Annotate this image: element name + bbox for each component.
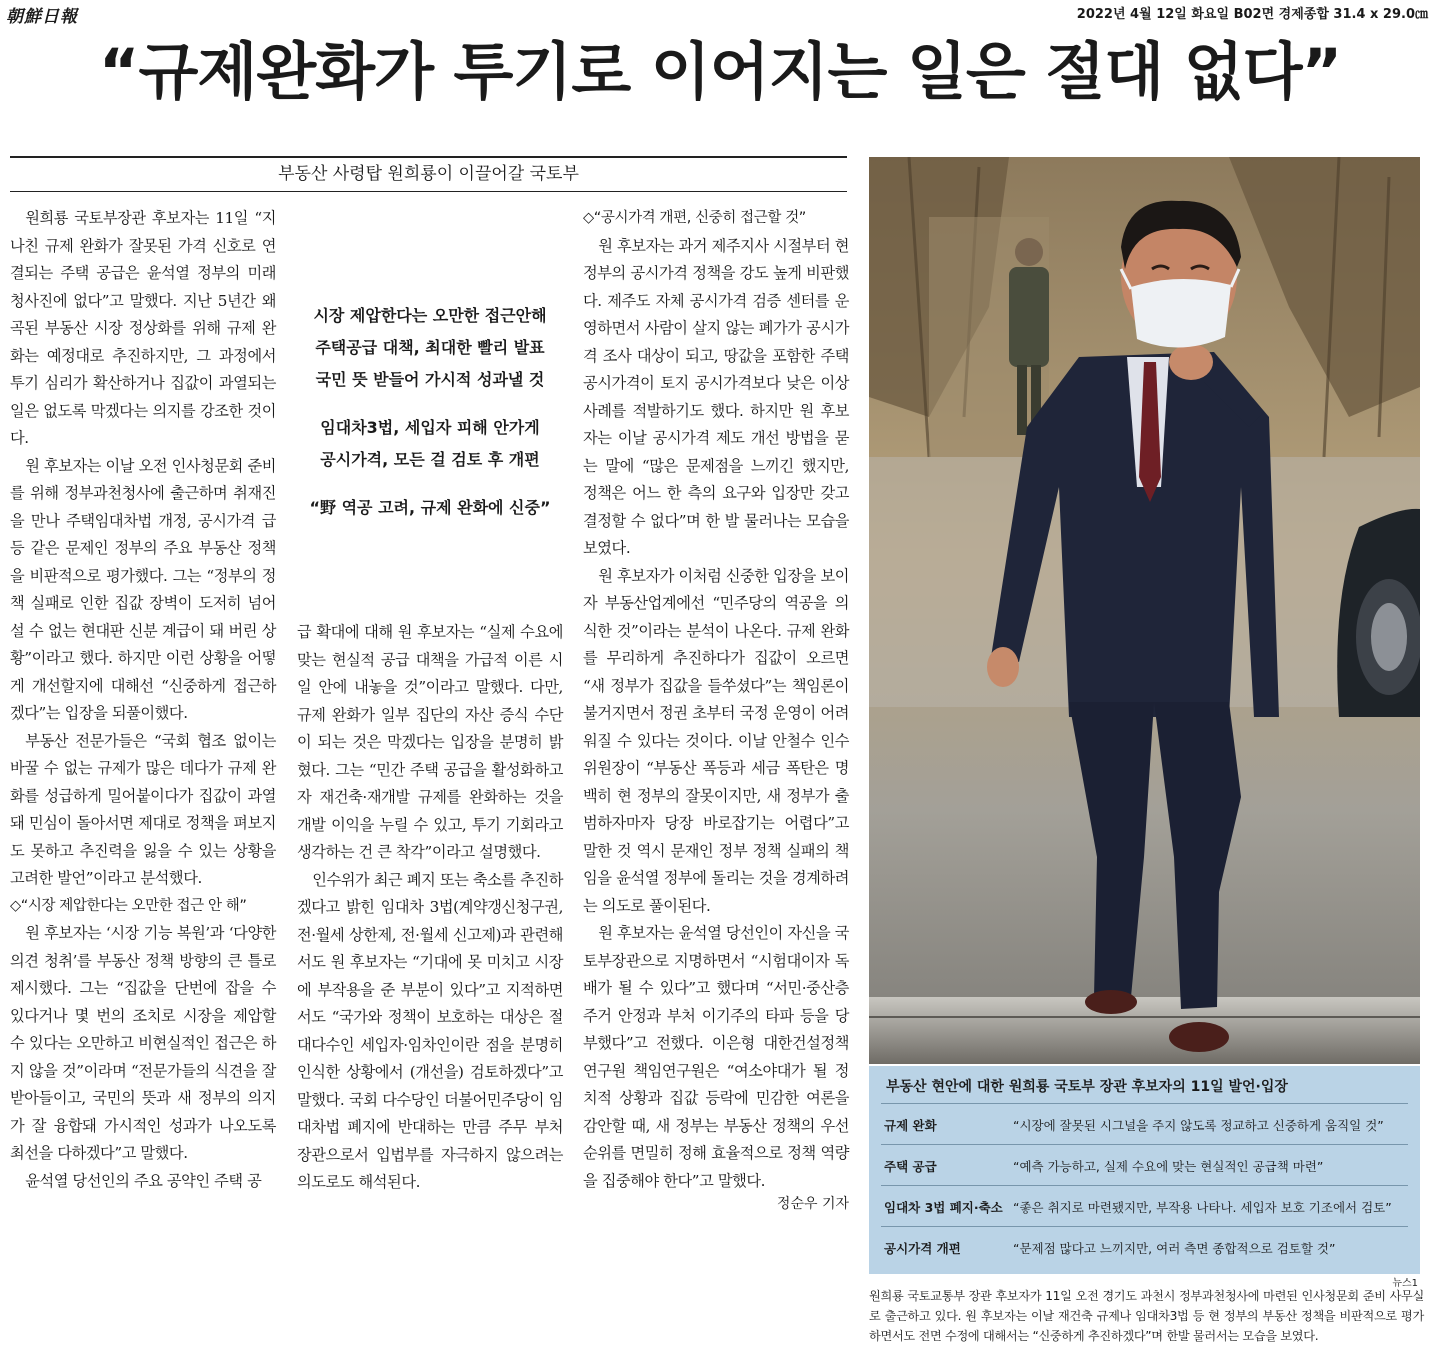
pull-quote-box bbox=[297, 300, 563, 524]
pull-quote-line: “野 역공 고려, 규제 완화에 신중” bbox=[309, 498, 551, 517]
pull-quote-line: 주택공급 대책, 최대한 빨리 발표 bbox=[315, 338, 545, 357]
summary-row-label: 임대차 3법 폐지·축소 bbox=[884, 1200, 1003, 1215]
summary-row-label: 주택 공급 bbox=[884, 1159, 937, 1174]
page-dateline: 2022년 4월 12일 화요일 B02면 경제종합 31.4 x 29.0㎝ bbox=[1076, 7, 1428, 22]
pull-quote-line: 공시가격, 모든 걸 검토 후 개편 bbox=[320, 450, 540, 469]
summary-row bbox=[881, 1226, 1408, 1267]
article-column-3 bbox=[583, 205, 849, 1195]
article-column-1 bbox=[10, 205, 276, 1195]
paragraph: 원 후보자는 윤석열 당선인이 자신을 국토부장관으로 지명하면서 “시험대이자 독배가 될 수 있다”고 했다며 “서민·중산층 주거 안정과 부처 이기주의 타파 등을 당부했다”고 전했다. 이은형 대한건설정책연구원 책임연구원은 “여소야대가 될 정치적 상황과 집값 등락에 민감한 여론을 감안할 때, 새 정부는 부동산 정책의 우선순위를 면밀히 정해 효율적으로 정책 역량을 집중해야 한다”고 말했다. bbox=[583, 924, 849, 1190]
section-subheading: ◇“시장 제압한다는 오만한 접근 안 해” bbox=[10, 897, 247, 914]
summary-row bbox=[881, 1103, 1408, 1144]
paragraph: 원 후보자가 이처럼 신중한 입장을 보이자 부동산업계에선 “민주당의 역공을 의식한 것”이라는 분석이 나온다. 규제 완화를 무리하게 추진하다가 집값이 오르면 “새 정부가 집값을 들쑤셨다”는 책임론이 불거지면서 정권 초부터 국정 운영이 어려워질 수 있다는 것이다. 이날 안철수 인수위원장이 “부동산 폭등과 세금 폭탄은 명백히 현 정부의 잘못이지만, 새 정부가 출범하자마자 당장 바로잡기는 어렵다”고 말한 것 역시 문재인 정부 정책 실패의 책임을 윤석열 정부에 돌리는 것을 경계하려는 의도로 풀이된다. bbox=[583, 566, 849, 915]
summary-row-text: “시장에 잘못된 시그널을 주지 않도록 정교하고 신중하게 움직일 것” bbox=[1013, 1118, 1384, 1133]
summary-row-label: 공시가격 개편 bbox=[884, 1241, 961, 1256]
summary-row-text: “좋은 취지로 마련됐지만, 부작용 나타나. 세입자 보호 기조에서 검토” bbox=[1013, 1200, 1392, 1215]
paragraph: 부동산 전문가들은 “국회 협조 없이는 바꿀 수 없는 규제가 많은 데다가 규제 완화를 성급하게 밀어붙이다가 집값이 과열돼 민심이 돌아서면 제대로 정책을 펴보지도 못하고 추진력을 잃을 수 있는 상황을 고려한 발언”이라고 분석했다. bbox=[10, 731, 276, 887]
paragraph: 급 확대에 대해 원 후보자는 “실제 수요에 맞는 현실적 공급 대책을 가급적 이른 시일 안에 내놓을 것”이라고 말했다. 다만, 규제 완화가 일부 집단의 자산 증식 수단이 되는 것은 막겠다는 입장을 분명히 밝혔다. 그는 “민간 주택 공급을 활성화하고자 재건축·재개발 규제를 완화하는 것을 개발 이익을 누릴 수 있고, 투기 기회라고 생각하는 건 큰 착각”이라고 설명했다. bbox=[297, 623, 563, 861]
section-subheading: ◇“공시가격 개편, 신중히 접근할 것” bbox=[583, 210, 806, 226]
summary-row-text: “예측 가능하고, 실제 수요에 맞는 현실적인 공급책 마련” bbox=[1013, 1159, 1324, 1174]
news-photo bbox=[869, 157, 1420, 1064]
paragraph: 원희룡 국토부장관 후보자는 11일 “지나친 규제 완화가 잘못된 가격 신호로 연결되는 주택 공급은 윤석열 정부의 미래 청사진에 없다”고 말했다. 지난 5년간 왜곡된 부동산 시장 정상화를 위해 규제 완화는 예정대로 추진하지만, 그 과정에서 투기 심리가 확산하거나 집값이 과열되는 일은 없도록 막겠다는 의지를 강조한 것이다. bbox=[10, 209, 276, 447]
pull-quote-line: 임대차3법, 세입자 피해 안가게 bbox=[320, 418, 540, 437]
pull-quote-line: 시장 제압한다는 오만한 접근안해 bbox=[313, 306, 547, 325]
newspaper-masthead: 朝鮮日報 bbox=[6, 7, 78, 27]
paragraph: 원 후보자는 과거 제주지사 시절부터 현 정부의 공시가격 정책을 강도 높게 비판했다. 제주도 자체 공시가격 검증 센터를 운영하면서 사람이 살지 않는 폐가가 공시가격 조사 대상이 되고, 땅값을 포함한 주택 공시가격이 토지 공시가격보다 낮은 이상 사례를 적발하기도 했다. 하지만 원 후보자는 이날 공시가격 제도 개선 방법을 묻는 말에 “많은 문제점을 느끼긴 했지만, 정책은 어느 한 측의 요구와 입장만 갖고 결정할 수 없다”며 한 발 물러나는 모습을 보였다. bbox=[583, 236, 849, 557]
photo-caption: 원희룡 국토교통부 장관 후보자가 11일 오전 경기도 과천시 정부과천청사에 마련된 인사청문회 준비 사무실로 출근하고 있다. 원 후보자는 이날 재건축 규제나 임대차3법 등 현 정부의 부동산 정책을 비판적으로 평가하면서도 전면 수정에 대해서는 “신중하게 추진하겠다”며 한발 물러서는 모습을 보였다. bbox=[869, 1289, 1424, 1343]
pull-quote-line: 국민 뜻 받들어 가시적 성과낼 것 bbox=[315, 370, 545, 389]
paragraph: 원 후보자는 ‘시장 기능 복원’과 ‘다양한 의견 청취’를 부동산 정책 방향의 큰 틀로 제시했다. 그는 “집값을 단번에 잡을 수 있다거나 몇 번의 조치로 시장을 제압할 수 있다는 오만하고 비현실적인 접근은 하지 않을 것”이라며 “전문가들의 식견을 잘 받아들이고, 국민의 뜻과 새 정부의 의지가 잘 융합돼 가시적인 성과가 나오도록 최선을 다하겠다”고 말했다. bbox=[10, 924, 276, 1162]
article-kicker: 부동산 사령탑 원희룡이 이끌어갈 국토부 bbox=[278, 164, 579, 184]
statement-summary-box bbox=[869, 1066, 1420, 1274]
article-headline: “규제완화가 투기로 이어지는 일은 절대 없다” bbox=[98, 35, 1342, 108]
summary-row bbox=[881, 1185, 1408, 1226]
summary-row bbox=[881, 1144, 1408, 1185]
reporter-byline: 정순우 기자 bbox=[776, 1196, 849, 1212]
kicker-rule-bottom bbox=[10, 191, 847, 192]
summary-row-label: 규제 완화 bbox=[884, 1118, 937, 1133]
article-column-2 bbox=[297, 619, 563, 1197]
paragraph: 윤석열 당선인의 주요 공약인 주택 공 bbox=[25, 1171, 262, 1190]
summary-box-title: 부동산 현안에 대한 원희룡 국토부 장관 후보자의 11일 발언·입장 bbox=[886, 1079, 1288, 1095]
paragraph: 원 후보자는 이날 오전 인사청문회 준비를 위해 정부과천청사에 출근하며 취재진을 만나 주택임대차법 개정, 공시가격 급등 같은 문제인 정부의 주요 부동산 정책을 비판적으로 평가했다. 그는 “정부의 정책 실패로 인한 집값 장벽이 도저히 넘어설 수 없는 현대판 신분 계급이 돼 버린 상황”이라고 했다. 하지만 이런 상황을 어떻게 개선할지에 대해선 “신중하게 접근하겠다”는 입장을 되풀이했다. bbox=[10, 456, 276, 722]
photo-credit: 뉴스1 bbox=[1392, 1278, 1418, 1289]
summary-row-text: “문제점 많다고 느끼지만, 여러 측면 종합적으로 검토할 것” bbox=[1013, 1241, 1336, 1256]
paragraph: 인수위가 최근 폐지 또는 축소를 추진하겠다고 밝힌 임대차 3법(계약갱신청구권, 전·월세 상한제, 전·월세 신고제)과 관련해서도 원 후보자는 “기대에 못 미치고 시장에 부작용을 준 부분이 있다”고 지적하면서도 “국가와 정책이 보호하는 대상은 절대다수인 세입자·임차인이란 점을 분명히 인식한 상황에서 (개선을) 검토하겠다”고 말했다. 국회 다수당인 더불어민주당이 임대차법 폐지에 반대하는 만큼 주무 부처 장관으로서 입법부를 자극하지 않으려는 의도로도 해석된다. bbox=[297, 870, 563, 1191]
